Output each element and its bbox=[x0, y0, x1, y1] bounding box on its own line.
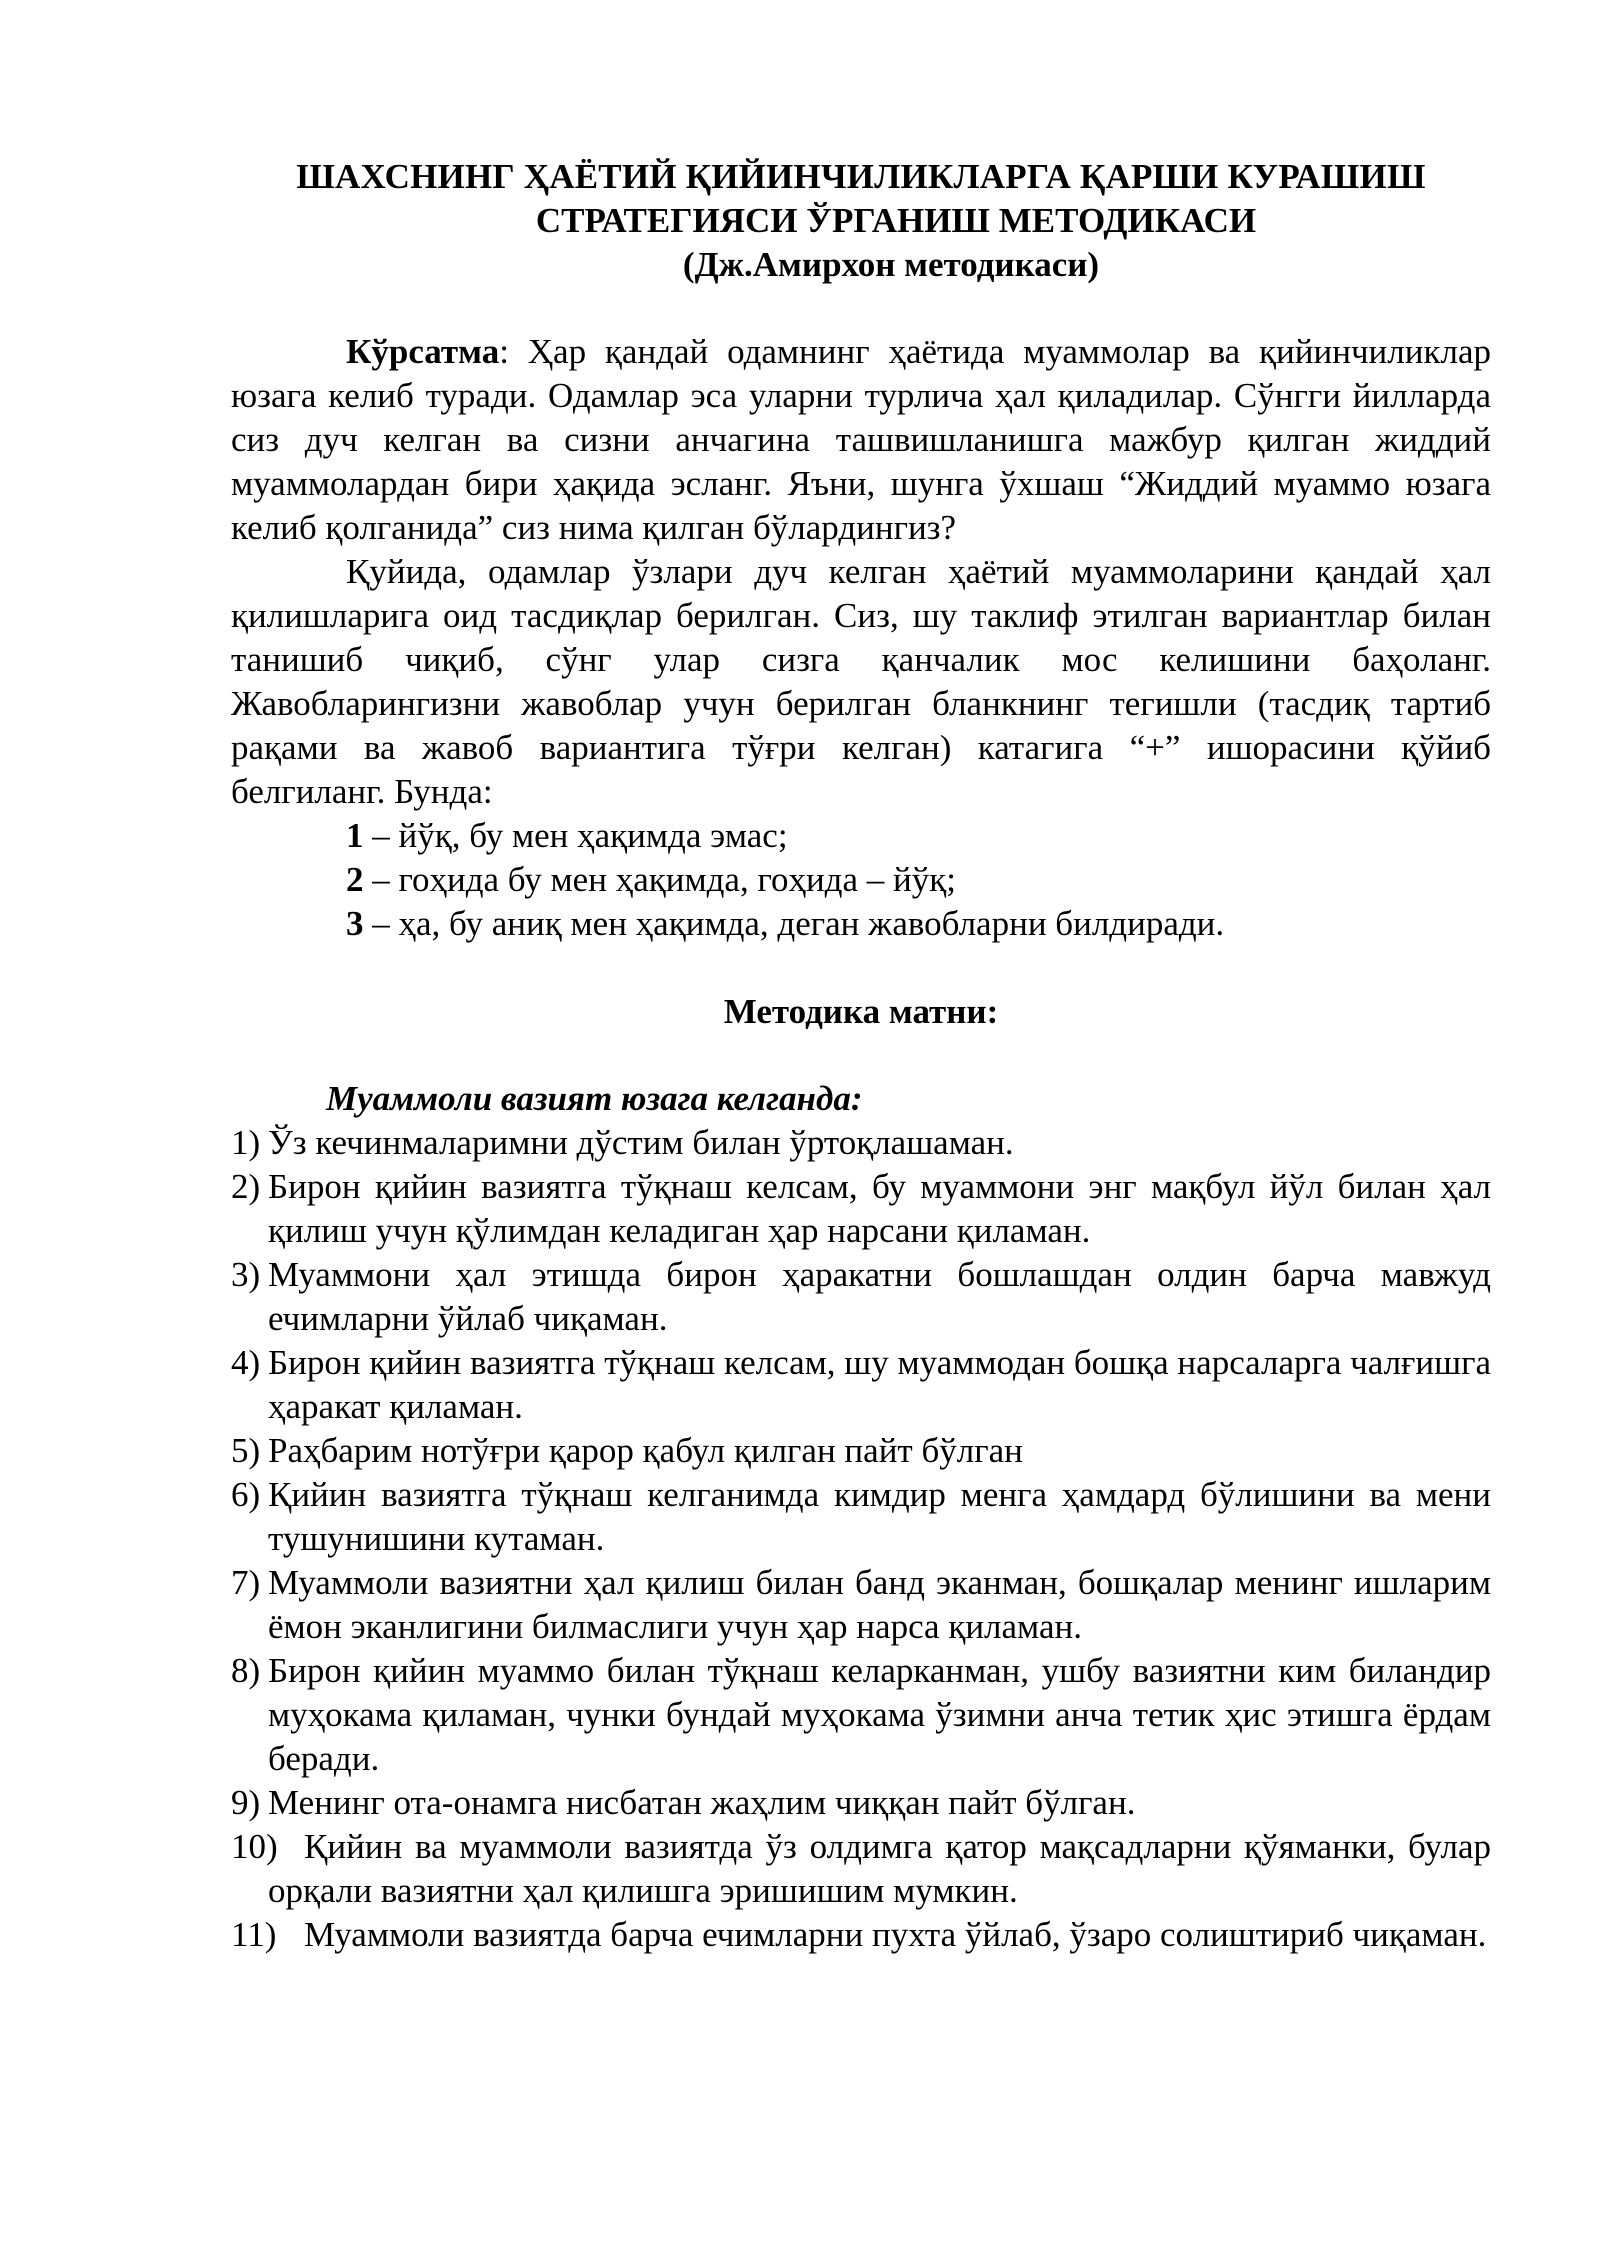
instruction-label: Кўрсатма bbox=[346, 332, 500, 371]
item-text: Бирон қийин вазиятга тўқнаш келсам, шу муаммодан бошқа нарсаларга чалғишга ҳаракат қиламан. bbox=[268, 1343, 1491, 1426]
instruction-text: : Ҳар қандай одамнинг ҳаётида муаммолар ва қийинчиликлар юзага келиб туради. Одамлар эса уларни турлича ҳал қиладилар. Сўнгги йилларда сиз дуч келган ва сизни анчагина ташвишланишга мажбур қилган жиддий муаммолардан бири ҳақида эсланг. Яъни, шунга ўхшаш “Жиддий муаммо юзага келиб қолганида” сиз нима қилган бўлардингиз? bbox=[231, 332, 1491, 547]
item-number: 3) bbox=[231, 1255, 261, 1294]
list-item bbox=[231, 1649, 1491, 1781]
list-item bbox=[231, 1429, 1491, 1473]
list-item bbox=[231, 1913, 1491, 1957]
title-line-3: (Дж.Амирхон методикаси) bbox=[682, 245, 1100, 284]
scale-item-1 bbox=[231, 814, 1491, 858]
list-item bbox=[231, 1165, 1491, 1253]
list-item bbox=[231, 1341, 1491, 1429]
statement-list bbox=[231, 1121, 1491, 1957]
scale-number: 3 bbox=[346, 904, 364, 943]
list-item bbox=[231, 1825, 1491, 1913]
section-heading: Методика матни: bbox=[723, 992, 999, 1031]
item-text: Қийин ва муаммоли вазиятда ўз олдимга қатор мақсадларни қўяманки, булар орқали вазиятни ҳал қилишга эришишим мумкин. bbox=[268, 1827, 1491, 1910]
list-item bbox=[231, 1253, 1491, 1341]
scale-text: – гоҳида бу мен ҳақимда, гоҳида – йўқ; bbox=[363, 860, 956, 899]
item-text: Бирон қийин вазиятга тўқнаш келсам, бу муаммони энг мақбул йўл билан ҳал қилиш учун қўлимдан келадиган ҳар нарсани қиламан. bbox=[268, 1167, 1491, 1250]
scale-item-3 bbox=[231, 902, 1491, 946]
scale-text: – йўқ, бу мен ҳақимда эмас; bbox=[363, 816, 788, 855]
item-number: 2) bbox=[231, 1167, 261, 1206]
item-text: Ўз кечинмаларимни дўстим билан ўртоқлашаман. bbox=[268, 1123, 1014, 1162]
item-number: 8) bbox=[231, 1651, 261, 1690]
list-item bbox=[231, 1121, 1491, 1165]
scale-number: 2 bbox=[346, 860, 364, 899]
item-number: 5) bbox=[231, 1431, 261, 1470]
item-text: Менинг ота-онамга нисбатан жаҳлим чиққан пайт бўлган. bbox=[268, 1783, 1136, 1822]
title-line-2: СТРАТЕГИЯСИ ЎРГАНИШ МЕТОДИКАСИ bbox=[535, 201, 1257, 240]
item-number: 9) bbox=[231, 1783, 261, 1822]
document-content bbox=[231, 155, 1491, 1957]
item-number: 6) bbox=[231, 1475, 261, 1514]
list-item bbox=[231, 1561, 1491, 1649]
list-item bbox=[231, 1473, 1491, 1561]
item-number: 1) bbox=[231, 1123, 261, 1162]
item-number: 10) bbox=[231, 1827, 278, 1866]
item-number: 4) bbox=[231, 1343, 261, 1382]
item-text: Раҳбарим нотўғри қарор қабул қилган пайт бўлган bbox=[268, 1431, 1023, 1470]
scale-text: – ҳа, бу аниқ мен ҳақимда, деган жавобларни билдиради. bbox=[363, 904, 1225, 943]
item-text: Муаммоли вазиятни ҳал қилиш билан банд эканман, бошқалар менинг ишларим ёмон эканлигини билмаслиги учун ҳар нарса қиламан. bbox=[268, 1563, 1491, 1646]
subheading: Муаммоли вазият юзага келганда: bbox=[326, 1079, 863, 1118]
title-line-1: ШАХСНИНГ ҲАЁТИЙ ҚИЙИНЧИЛИКЛАРГА ҚАРШИ КУРАШИШ bbox=[296, 157, 1426, 196]
rating-paragraph: Қуйида, одамлар ўзлари дуч келган ҳаётий муаммоларини қандай ҳал қилишларига оид тасдиқлар берилган. Сиз, шу таклиф этилган вариантлар билан танишиб чиқиб, сўнг улар сизга қанчалик мос келишини баҳоланг. Жавобларингизни жавоблар учун берилган бланкнинг тегишли (тасдиқ тартиб рақами ва жавоб вариантига тўғри келган) катагига “+” ишорасини қўйиб белгиланг. Бунда: bbox=[231, 552, 1491, 811]
item-number: 7) bbox=[231, 1563, 261, 1602]
instruction-paragraph bbox=[231, 330, 1491, 550]
scale-item-2 bbox=[231, 858, 1491, 902]
item-text: Муаммоли вазиятда барча ечимларни пухта ўйлаб, ўзаро солиштириб чиқаман. bbox=[304, 1915, 1487, 1954]
list-item bbox=[231, 1781, 1491, 1825]
item-number: 11) bbox=[231, 1915, 277, 1954]
item-text: Муаммони ҳал этишда бирон ҳаракатни бошлашдан олдин барча мавжуд ечимларни ўйлаб чиқаман. bbox=[268, 1255, 1491, 1338]
scale-number: 1 bbox=[346, 816, 364, 855]
item-text: Қийин вазиятга тўқнаш келганимда кимдир менга ҳамдард бўлишини ва мени тушунишини кутаман. bbox=[268, 1475, 1491, 1558]
item-text: Бирон қийин муаммо билан тўқнаш келарканман, ушбу вазиятни ким биландир муҳокама қиламан, чунки бундай муҳокама ўзимни анча тетик ҳис этишга ёрдам беради. bbox=[268, 1651, 1491, 1778]
